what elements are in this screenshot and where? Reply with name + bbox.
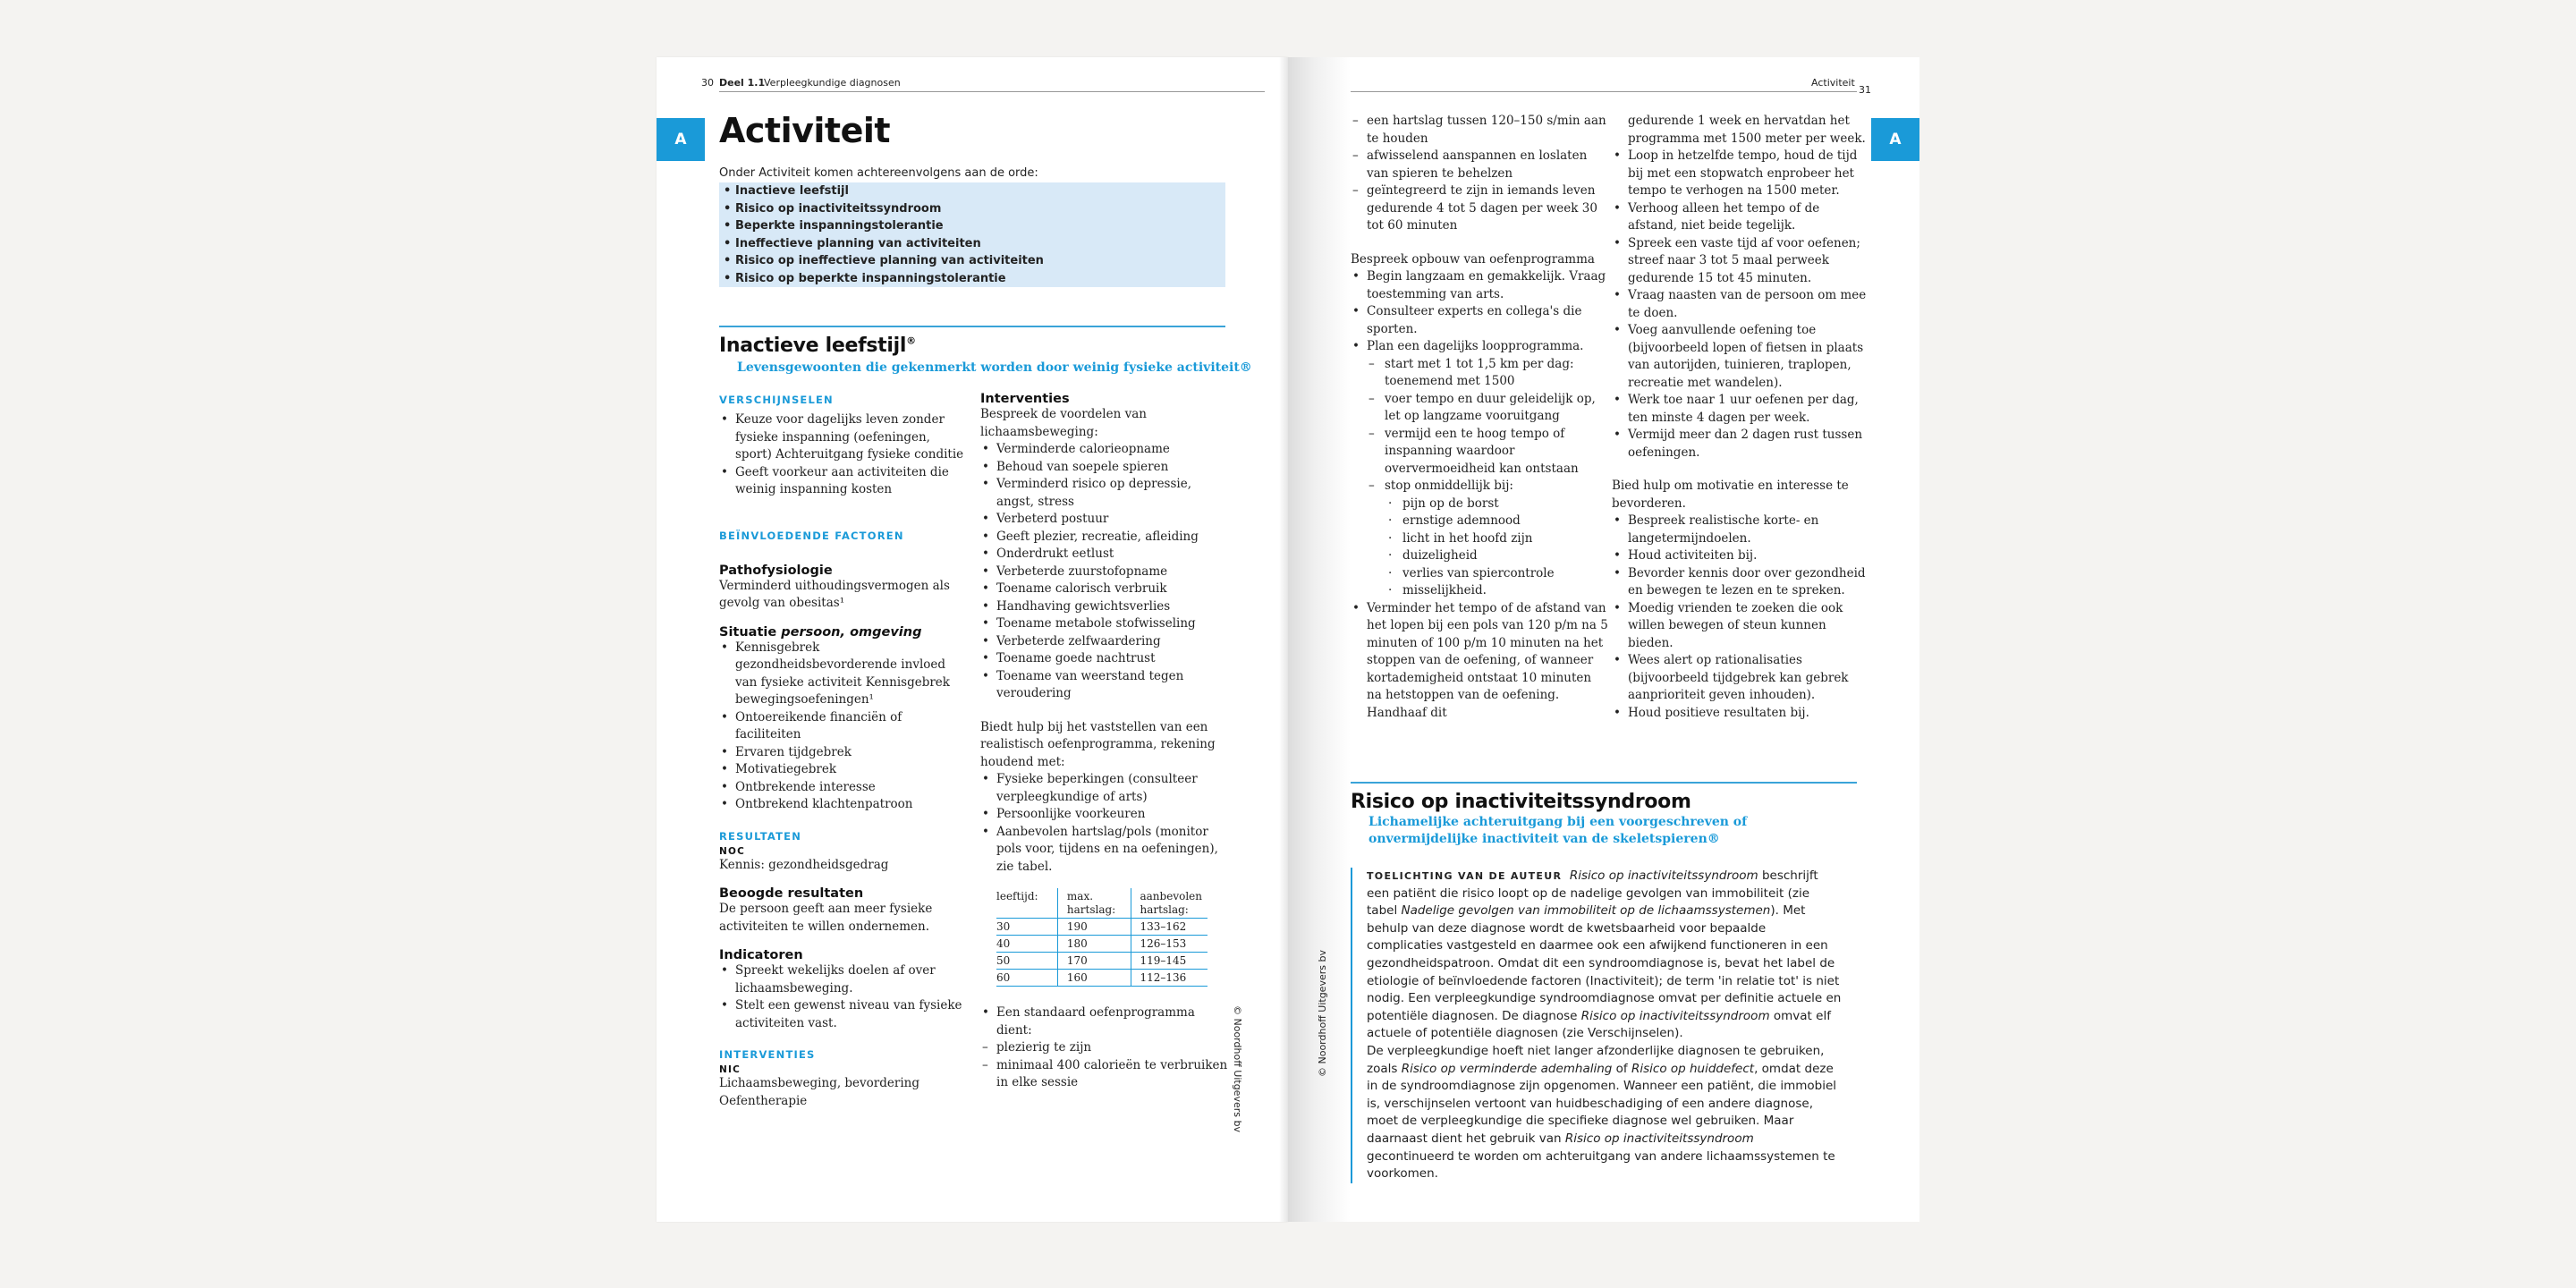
list-item: • Bevorder kennis door over gezondheid en bewegen te lezen en te spreken. — [1612, 565, 1871, 600]
list-item: • Begin langzaam en gemakkelijk. Vraag toestemming van arts. — [1351, 268, 1610, 303]
note-label: TOELICHTING VAN DE AUTEUR — [1367, 870, 1563, 882]
list-item: • Verminderd risico op depressie, angst, stress — [980, 476, 1233, 511]
list-item: • Handhaving gewichtsverlies — [980, 598, 1233, 616]
list-item: – een hartslag tussen 120–150 s/min aan te houden — [1351, 113, 1610, 148]
list-item: • Wees alert op rationalisaties (bijvoorbeeld tijdgebrek kan gebrek aanprioriteit geven inhouden). — [1612, 652, 1871, 705]
list-item: · misselijkheid. — [1351, 582, 1610, 600]
list-item: • Toename calorisch verbruik — [980, 580, 1233, 598]
note-text: De verpleegkundige hoeft niet langer afzonderlijke diagnosen te gebruiken, zoals — [1367, 1043, 1825, 1076]
list-item: – stop onmiddellijk bij: — [1351, 478, 1610, 496]
list-item: • Onderdrukt eetlust — [980, 546, 1233, 564]
table-row — [996, 953, 1208, 970]
italic-text: Nadelige gevolgen van immobiliteit op de lichaamssystemen — [1401, 903, 1771, 919]
intro-text: Onder Activiteit komen achtereenvolgens aan de orde: — [719, 166, 1038, 180]
page-number-right: 31 — [1859, 84, 1871, 96]
italic-text: Risico op huiddefect — [1631, 1061, 1755, 1076]
hulp-list — [980, 771, 1233, 876]
list-item: • Kennisgebrek gezondheidsbevorderende invloed van fysieke activiteit Kennisgebrek bewegingsoefeningen¹ — [719, 640, 968, 709]
note-paragraph-1 — [1367, 869, 1841, 1040]
situatie-list — [719, 640, 968, 814]
toc-item[interactable]: • Inactieve leefstijl — [719, 182, 1225, 200]
list-item: – plezierig te zijn — [980, 1039, 1233, 1057]
page-title: Activiteit — [719, 111, 891, 150]
heart-rate-table — [996, 888, 1208, 987]
oefen-list — [980, 1004, 1233, 1092]
voordelen-list — [980, 441, 1233, 703]
list-item: • Persoonlijke voorkeuren — [980, 806, 1233, 824]
list-item: • Verbeterd postuur — [980, 511, 1233, 529]
list-item: • Ontoereikende financiën of faciliteiten — [719, 709, 968, 744]
list-item: • Verbeterde zuurstofopname — [980, 564, 1233, 581]
section-rule — [719, 326, 1225, 327]
motivatie-intro: Bied hulp om motivatie en interesse te bevorderen. — [1612, 479, 1849, 511]
section-title: Risico op inactiviteitssyndroom — [1351, 791, 1691, 813]
header-rule — [719, 91, 1265, 92]
verschijnselen-label: VERSCHIJNSELEN — [719, 394, 834, 406]
list-item: · licht in het hoofd zijn — [1351, 530, 1610, 548]
toc-item[interactable]: • Beperkte inspanningstolerantie — [719, 217, 1225, 235]
copyright-left: © Noordhoff Uitgevers bv — [1232, 1005, 1243, 1132]
section-subtitle: Lichamelijke achteruitgang bij een voorgeschreven of onvermijdelijke inactiviteit van de skeletspieren® — [1368, 815, 1748, 846]
note-text: , omdat deze in de syndroomdiagnose zijn opgenomen. Wanneer een patiënt, die immobiel is, verschijnselen vertoont van huidbeschadiging of een andere diagnose, moet de verpleegkundige die specifieke diagnose wel gebruiken. Maar daarnaast dient het gebruik van — [1367, 1061, 1837, 1146]
list-item: • Toename goede nachtrust — [980, 650, 1233, 668]
table-cell: 119–145 — [1131, 953, 1208, 970]
list-item: • Keuze voor dagelijks leven zonder fysieke inspanning (oefeningen, sport) Achteruitgang fysieke conditie — [719, 411, 968, 464]
nic-line: Lichaamsbeweging, bevordering — [719, 1076, 919, 1090]
section-rule — [1351, 782, 1857, 784]
list-item: • Moedig vrienden te zoeken die ook willen bewegen of steun kunnen bieden. — [1612, 600, 1871, 653]
list-item: • Bespreek realistische korte- en langetermijndoelen. — [1612, 513, 1871, 547]
right-column-1 — [1351, 113, 1610, 722]
section-tab-a[interactable]: A — [1871, 118, 1919, 161]
list-item: • Motivatiegebrek — [719, 761, 968, 779]
table-cell: 30 — [996, 919, 1057, 936]
list-item: • Verminderde calorieopname — [980, 441, 1233, 459]
note-text: of — [1612, 1061, 1631, 1076]
table-cell: 40 — [996, 936, 1057, 953]
list-item: • Spreek een vaste tijd af voor oefenen; streef naar 3 tot 5 maal perweek gedurende 15 tot 45 minuten. — [1612, 235, 1871, 288]
nic-label: NIC — [719, 1064, 741, 1075]
chapter-title: Verpleegkundige diagnosen — [764, 77, 901, 89]
list-item: • Vraag naasten van de persoon om mee te doen. — [1612, 287, 1871, 322]
list-item: • Stelt een gewenst niveau van fysieke activiteiten vast. — [719, 997, 968, 1032]
table-header: leeftijd: — [996, 888, 1057, 919]
table-header: aanbevolen hartslag: — [1131, 888, 1208, 919]
section-tab-a[interactable]: A — [657, 118, 705, 161]
list-item: • Houd positieve resultaten bij. — [1612, 705, 1871, 723]
toc-item[interactable]: • Risico op beperkte inspanningstolerantie — [719, 270, 1225, 288]
situatie-heading-italic: persoon, omgeving — [781, 624, 922, 640]
note-text: ). Met behulp van deze diagnose wordt de kwetsbaarheid voor bepaalde complicaties vastgesteld en daarmee ook een afwijkend functioneren in een gezondheidspatroon. Omdat dit een syndroomdiagnose is, bevat het label de etiologie of beïnvloedende factoren (Inactiviteit); de term 'in relatie tot' is niet nodig. Een verpleegkundige syndroomdiagnose omvat per definitie actuele en potentiële diagnosen. De diagnose — [1367, 903, 1842, 1023]
patho-heading: Pathofysiologie — [719, 563, 833, 578]
situatie-heading-text: Situatie — [719, 624, 777, 640]
note-text: beschrijft een patiënt die risico loopt op de nadelige gevolgen van immobiliteit (zie tabel — [1367, 869, 1818, 919]
table-row — [996, 936, 1208, 953]
opbouw-list — [1351, 268, 1610, 722]
list-item: – voer tempo en duur geleidelijk op, let op langzame vooruitgang — [1351, 391, 1610, 426]
note-paragraph-2 — [1367, 1044, 1836, 1181]
list-item: · duizeligheid — [1351, 547, 1610, 565]
noc-label: NOC — [719, 845, 746, 857]
section-title-text: Inactieve leefstijl — [719, 335, 907, 357]
italic-text: Risico op inactiviteitssyndroom — [1569, 869, 1758, 883]
list-item: • Plan een dagelijks loopprogramma. — [1351, 338, 1610, 356]
table-cell: 50 — [996, 953, 1057, 970]
oefen-continued-list — [1351, 113, 1610, 235]
list-item: – minimaal 400 calorieën te verbruiken in elke sessie — [980, 1057, 1233, 1092]
list-item: • Werk toe naar 1 uur oefenen per dag, ten minste 4 dagen per week. — [1612, 392, 1871, 427]
registered-mark: ® — [906, 335, 916, 347]
list-item: • Spreekt wekelijks doelen af over lichaamsbeweging. — [719, 962, 968, 997]
interventies-heading: Interventies — [980, 392, 1070, 406]
list-item: • Toename metabole stofwisseling — [980, 615, 1233, 633]
italic-text: Risico op verminderde ademhaling — [1401, 1061, 1613, 1076]
left-page — [657, 57, 1288, 1222]
list-item: – geïntegreerd te zijn in iemands leven gedurende 4 tot 5 dagen per week 30 tot 60 minuten — [1351, 182, 1610, 235]
list-item: • Aanbevolen hartslag/pols (monitor pols voor, tijdens en na oefeningen), zie tabel. — [980, 824, 1233, 877]
motivatie-list — [1612, 513, 1871, 722]
table-row — [996, 970, 1208, 987]
copyright-right: © Noordhoff Uitgevers bv — [1317, 950, 1328, 1077]
indicatoren-heading: Indicatoren — [719, 948, 803, 962]
toc-item[interactable]: • Ineffectieve planning van activiteiten — [719, 235, 1225, 253]
table-cell: 180 — [1057, 936, 1131, 953]
list-item: • Een standaard oefenprogramma dient: — [980, 1004, 1233, 1039]
section-title — [719, 335, 916, 357]
italic-text: Risico op inactiviteitssyndroom — [1580, 1008, 1770, 1023]
list-item: • Ervaren tijdgebrek — [719, 744, 968, 762]
table-cell: 170 — [1057, 953, 1131, 970]
table-cell: 190 — [1057, 919, 1131, 936]
chapter-label: Deel 1.1 — [719, 77, 766, 89]
list-item: – start met 1 tot 1,5 km per dag: toenemend met 1500 — [1351, 356, 1610, 391]
list-item: • Behoud van soepele spieren — [980, 459, 1233, 477]
author-note — [1351, 868, 1843, 1183]
list-item: · verlies van spiercontrole — [1351, 565, 1610, 583]
beoogde-text: De persoon geeft aan meer fysieke activiteiten te willen ondernemen. — [719, 902, 933, 934]
toc-item[interactable]: • Risico op inactiviteitssyndroom — [719, 200, 1225, 218]
list-item: · ernstige ademnood — [1351, 513, 1610, 530]
note-text: omvat elf actuele of potentiële diagnosen (zie Verschijnselen). — [1367, 1008, 1831, 1041]
list-item: • Verminder het tempo of de afstand van het lopen bij een pols van 120 p/m na 5 minuten of 100 p/m 10 minuten na het stoppen van de oefening, of wanneer kortademigheid ontstaat 10 minuten na hetstoppen van de oefening. Handhaaf dit — [1351, 600, 1610, 723]
right-page — [1288, 57, 1919, 1222]
list-item: – afwisselend aanspannen en loslaten van spieren te behelzen — [1351, 148, 1610, 182]
interventies-label: INTERVENTIES — [719, 1048, 816, 1061]
hulp-intro: Biedt hulp bij het vaststellen van een realistisch oefenprogramma, rekening houdend met: — [980, 719, 1216, 769]
indicatoren-list — [719, 962, 968, 1032]
toc-list — [719, 182, 1225, 287]
header-rule — [1351, 91, 1857, 92]
list-item: • Ontbrekende interesse — [719, 779, 968, 797]
situatie-heading — [719, 625, 968, 640]
opbouw-intro: Bespreek opbouw van oefenprogramma — [1351, 251, 1595, 267]
table-cell: 133–162 — [1131, 919, 1208, 936]
list-item: • Fysieke beperkingen (consulteer verpleegkundige of arts) — [980, 771, 1233, 806]
list-item: • Geeft plezier, recreatie, afleiding — [980, 529, 1233, 547]
list-item: • Loop in hetzelfde tempo, houd de tijd bij met een stopwatch enprobeer het tempo te verhogen na 1500 meter. — [1612, 148, 1871, 200]
list-item: • Toename van weerstand tegen veroudering — [980, 668, 1233, 703]
continued-text: gedurende 1 week en hervatdan het programma met 1500 meter per week. — [1628, 114, 1866, 146]
toc-item[interactable]: • Risico op ineffectieve planning van activiteiten — [719, 252, 1225, 270]
right-column-2 — [1612, 113, 1871, 722]
table-cell: 160 — [1057, 970, 1131, 987]
note-text: gecontinueerd te worden om achteruitgang van andere lichaamssystemen te voorkomen. — [1367, 1148, 1835, 1182]
table-row — [996, 919, 1208, 936]
resultaten-label: RESULTATEN — [719, 829, 802, 843]
left-column-2 — [980, 392, 1233, 1092]
list-item: • Verhoog alleen het tempo of de afstand, niet beide tegelijk. — [1612, 200, 1871, 235]
table-header: max. hartslag: — [1057, 888, 1131, 919]
list-item: – vermijd een te hoog tempo of inspanning waardoor oververmoeidheid kan ontstaan — [1351, 426, 1610, 479]
running-head: Activiteit — [1811, 77, 1855, 89]
loop-tips-list — [1612, 148, 1871, 462]
factoren-label: BEÏNVLOEDENDE FACTOREN — [719, 529, 904, 542]
list-item: · pijn op de borst — [1351, 496, 1610, 513]
list-item: • Consulteer experts en collega's die sporten. — [1351, 303, 1610, 338]
section-subtitle: Levensgewoonten die gekenmerkt worden door weinig fysieke activiteit® — [737, 360, 1252, 375]
list-item: • Verbeterde zelfwaardering — [980, 633, 1233, 651]
list-item: • Houd activiteiten bij. — [1612, 547, 1871, 565]
nic-line: Oefentherapie — [719, 1093, 808, 1108]
beoogde-heading: Beoogde resultaten — [719, 886, 864, 901]
table-cell: 112–136 — [1131, 970, 1208, 987]
patho-text: Verminderd uithoudingsvermogen als gevolg van obesitas¹ — [719, 578, 950, 610]
italic-text: Risico op inactiviteitssyndroom — [1564, 1131, 1754, 1146]
list-item: • Ontbrekend klachtenpatroon — [719, 796, 968, 814]
table-cell: 126–153 — [1131, 936, 1208, 953]
list-item: • Geeft voorkeur aan activiteiten die weinig inspanning kosten — [719, 464, 968, 499]
left-column-1 — [719, 394, 968, 1110]
verschijnselen-list — [719, 411, 968, 499]
table-cell: 60 — [996, 970, 1057, 987]
list-item: • Vermijd meer dan 2 dagen rust tussen oefeningen. — [1612, 427, 1871, 462]
noc-text: Kennis: gezondheidsgedrag — [719, 857, 889, 872]
page-number-left: 30 — [701, 77, 714, 89]
voordelen-intro: Bespreek de voordelen van lichaamsbeweging: — [980, 407, 1147, 439]
list-item: • Voeg aanvullende oefening toe (bijvoorbeeld lopen of fietsen in plaats van autorijden, tuinieren, traplopen, recreatie met wandelen). — [1612, 322, 1871, 392]
